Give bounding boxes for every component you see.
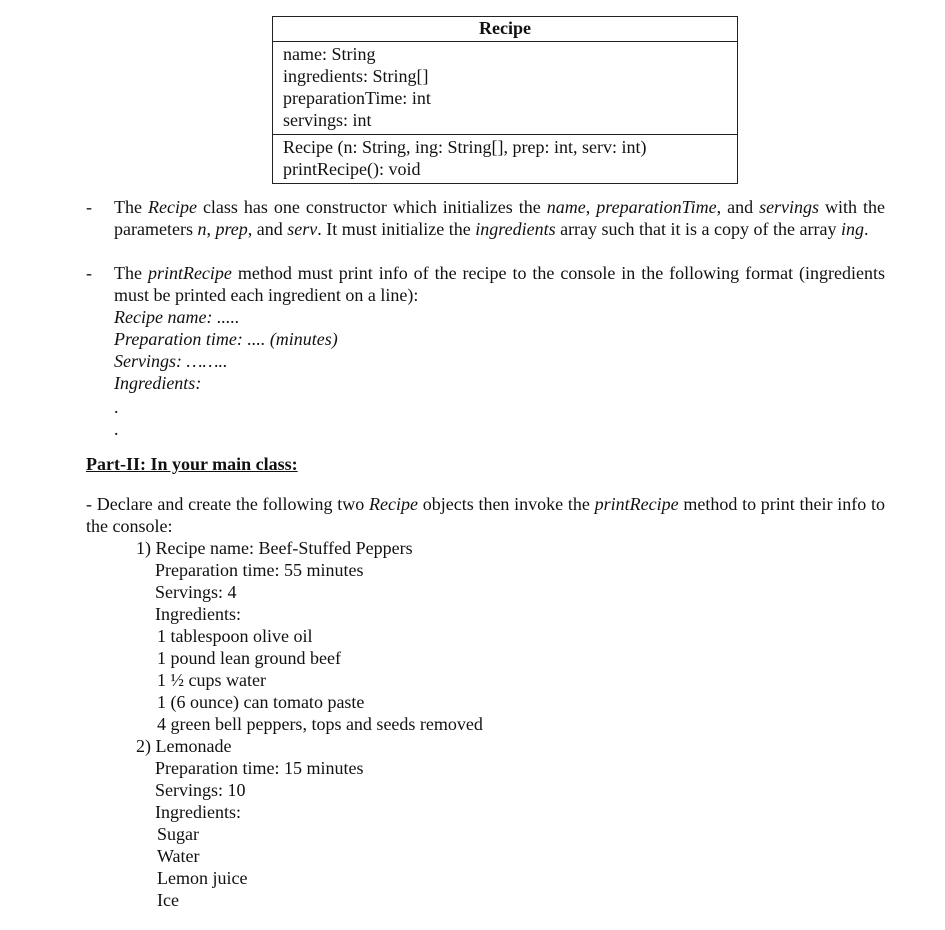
recipe-servings: Servings: 10 [155,780,246,800]
uml-attribute: servings: int [283,110,372,130]
bullet-dash: - [86,197,92,217]
format-line: Recipe name: ..... [114,307,240,327]
uml-methods [273,134,737,183]
format-line: Preparation time: .... (minutes) [114,329,338,349]
part2-heading: Part-II: In your main class: [86,454,298,474]
recipe-title: 1) Recipe name: Beef-Stuffed Peppers [136,538,413,558]
ingredient-item: Ice [157,890,179,910]
ingredient-item: 1 pound lean ground beef [157,648,341,668]
recipe-servings: Servings: 4 [155,582,237,602]
recipe-prep: Preparation time: 55 minutes [155,560,364,580]
recipe-ingredients-label: Ingredients: [155,604,241,624]
uml-attributes [273,41,737,134]
uml-class-name: Recipe [479,18,531,38]
part2-intro: - Declare and create the following two Recipe objects then invoke the printRecipe method to print their info to the console: [86,494,885,536]
uml-attribute: ingredients: String[] [283,66,429,86]
bullet-dash: - [86,263,92,283]
uml-attribute: name: String [283,44,376,64]
format-line: Servings: …….. [114,351,228,371]
ingredient-item: Sugar [157,824,199,844]
constructor-description: The Recipe class has one constructor which initializes the name, preparationTime, and servings with the parameters n, prep, and serv. It must initialize the ingredients array such that it is a copy of the array ing. [114,197,886,239]
uml-method: printRecipe(): void [283,159,421,179]
format-line: . [114,419,119,439]
uml-attribute: preparationTime: int [283,88,431,108]
uml-class-box [272,16,738,184]
recipe-prep: Preparation time: 15 minutes [155,758,364,778]
uml-method: Recipe (n: String, ing: String[], prep: int, serv: int) [283,137,647,157]
ingredient-item: 1 (6 ounce) can tomato paste [157,692,365,712]
ingredient-item: Water [157,846,200,866]
format-line: Ingredients: [114,373,202,393]
ingredient-item: Lemon juice [157,868,248,888]
format-line: . [114,397,119,417]
print-method-description: The printRecipe method must print info of the recipe to the console in the following format (ingredients must be printed each ingredient on a line): [114,263,885,305]
ingredient-item: 1 ½ cups water [157,670,266,690]
ingredient-item: 1 tablespoon olive oil [157,626,313,646]
recipe-title: 2) Lemonade [136,736,232,756]
ingredient-item: 4 green bell peppers, tops and seeds removed [157,714,483,734]
recipe-ingredients-label: Ingredients: [155,802,241,822]
